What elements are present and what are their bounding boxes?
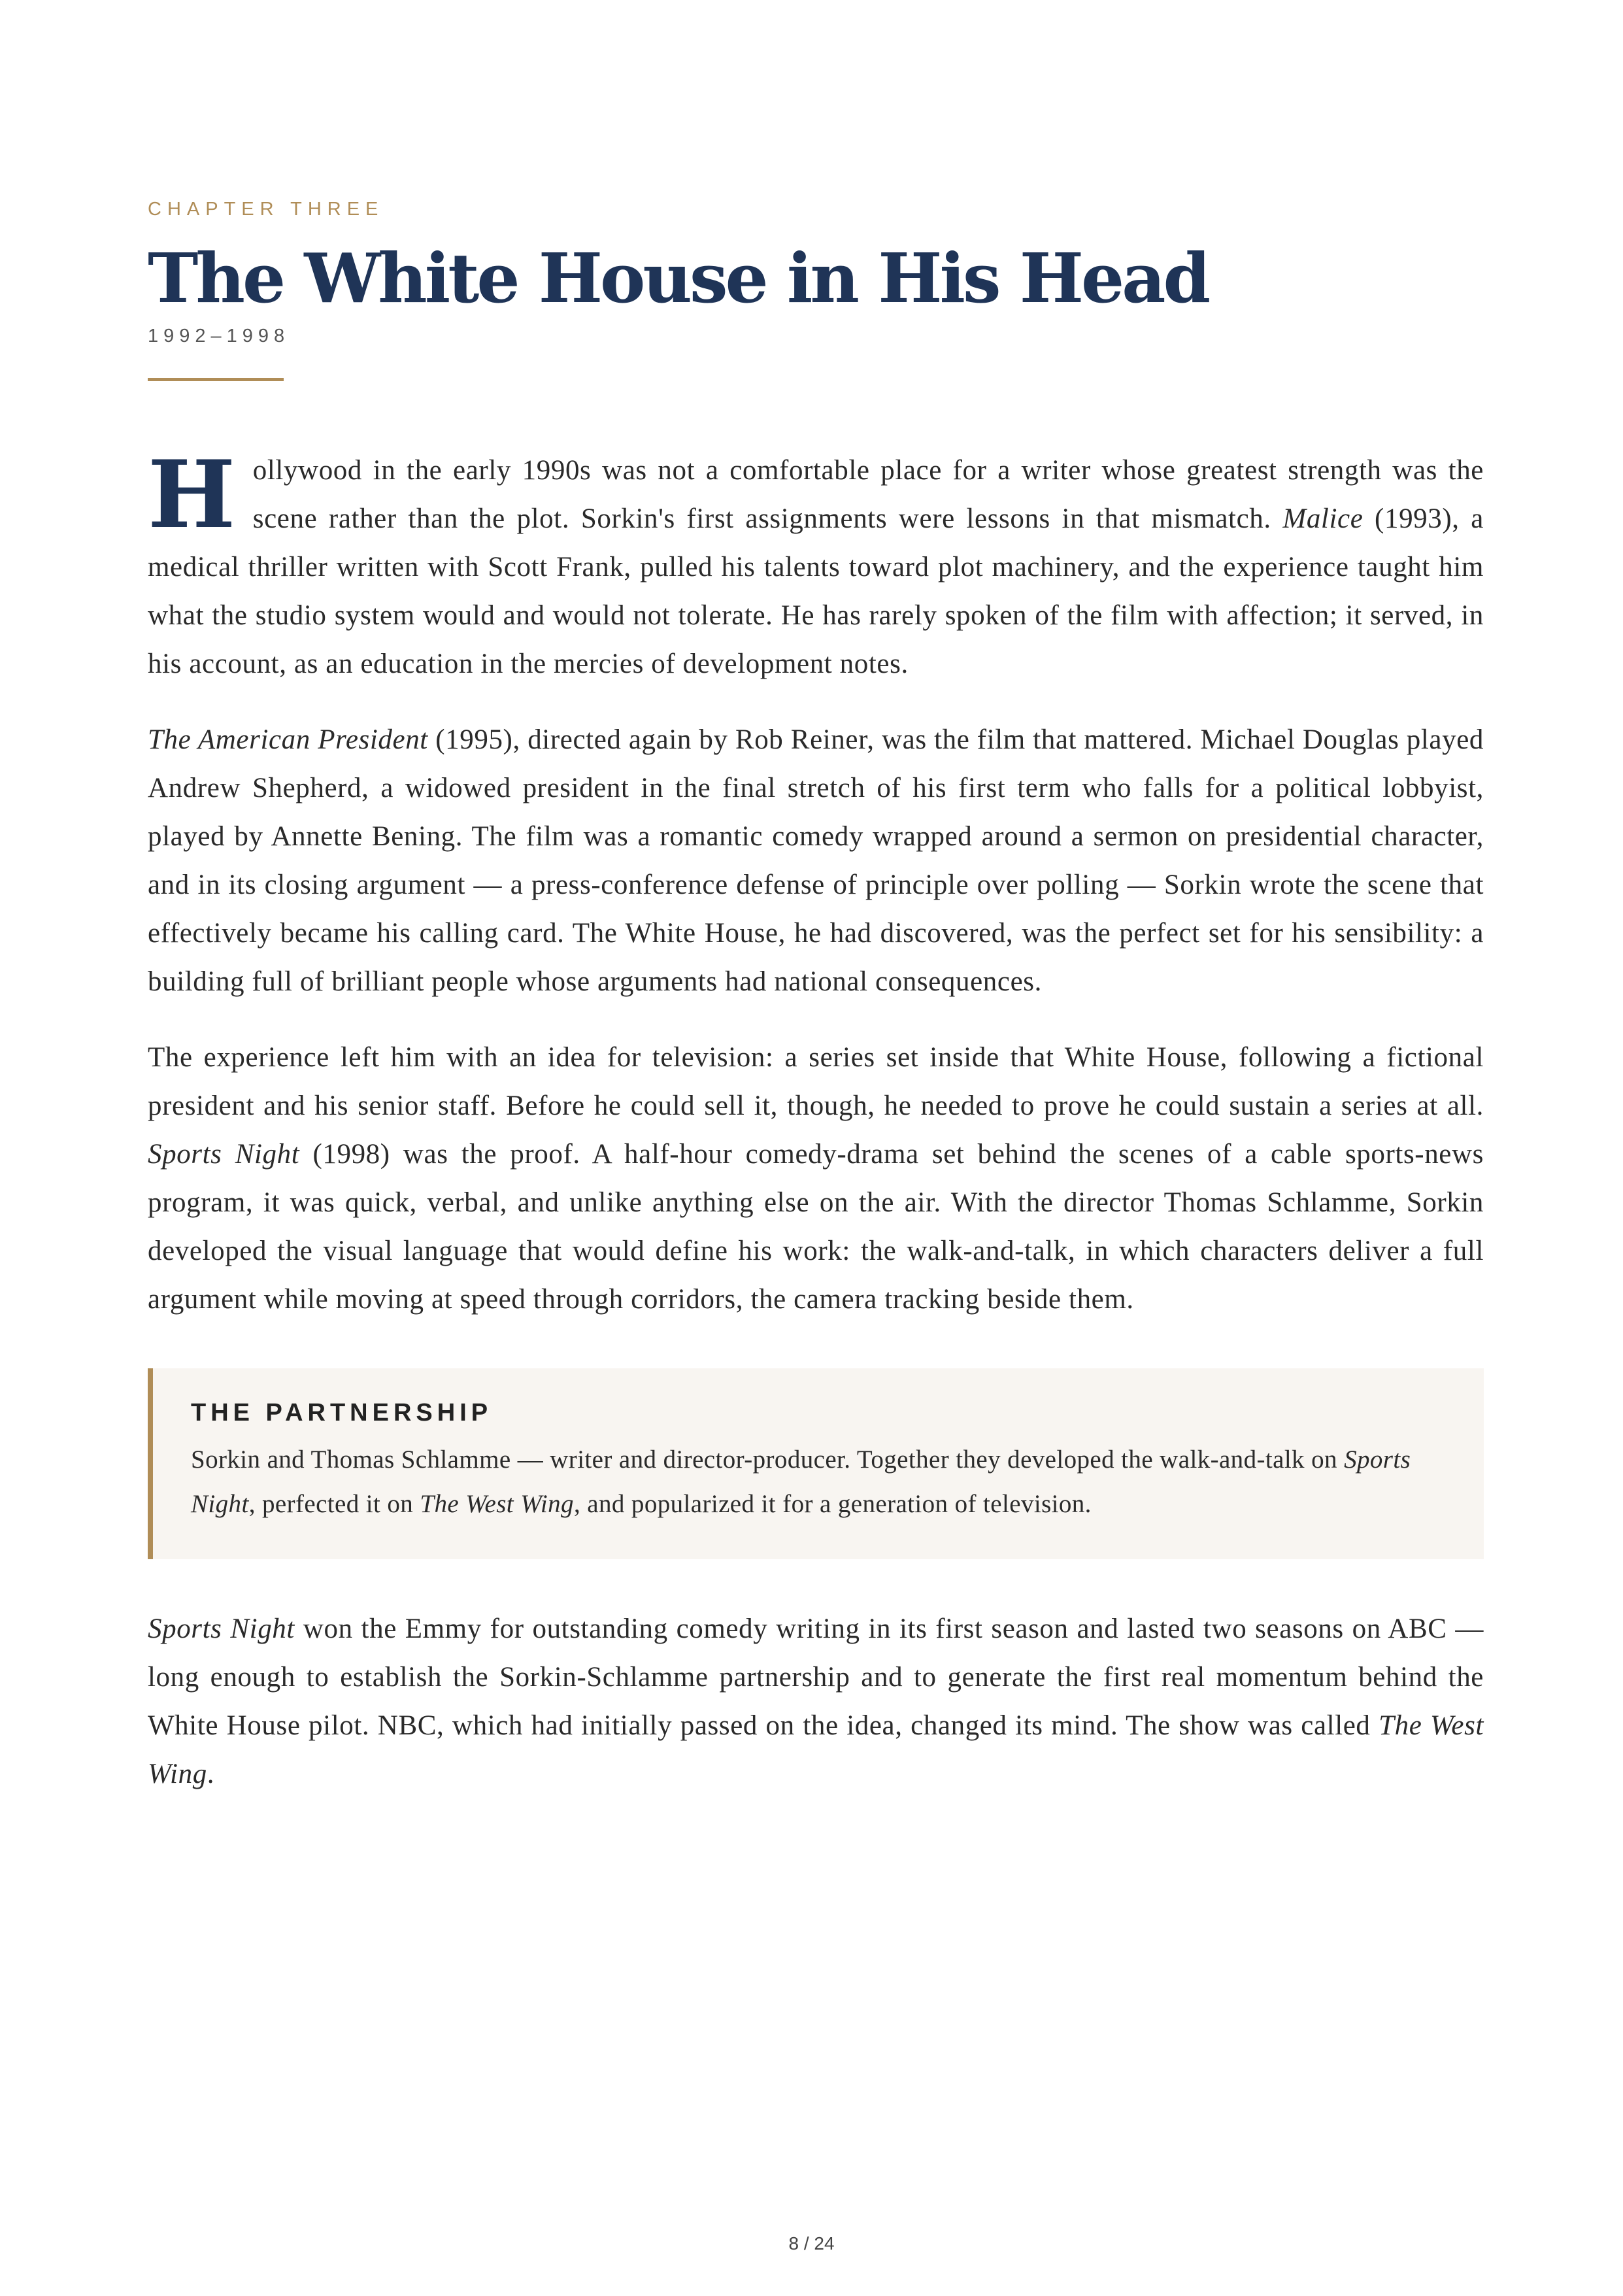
paragraph-3-text-b: (1998) was the proof. A half-hour comedy-drama set behind the scenes of a cable sports-news program, it was quick, verbal, and unlike anything else on the air. With the director Thomas Schlamme, Sorkin developed the visual language that would define his work: the walk-and-talk, in which characters deliver a full argument while moving at speed through corridors, the camera tracking beside them. <box>148 1139 1484 1315</box>
callout-title: THE PARTNERSHIP <box>191 1399 493 1427</box>
chapter-body <box>148 441 1484 1798</box>
film-title-american-president: The American President <box>148 724 428 755</box>
paragraph-1 <box>148 441 1484 688</box>
paragraph-1-text-a: ollywood in the early 1990s was not a comfortable place for a writer whose greatest strength was the scene rather than the plot. Sorkin's first assignments were lessons in that mismatch. <box>252 455 1484 534</box>
show-title-sports-night: Sports Night <box>148 1139 300 1170</box>
callout-text-c: , and popularized it for a generation of television. <box>573 1490 1092 1518</box>
chapter-years: 1992–1998 <box>148 326 290 346</box>
paragraph-3-text-a: The experience left him with an idea for television: a series set inside that White House, following a fictional president and his senior staff. Before he could sell it, though, he needed to prove he could sustain a series at all. <box>148 1042 1484 1121</box>
chapter-content <box>148 194 1484 1826</box>
film-title-malice: Malice <box>1282 503 1364 534</box>
show-title-west-wing: The West Wing <box>148 1710 1484 1789</box>
show-title-sports-night-2: Sports Night <box>148 1613 295 1644</box>
callout-text <box>191 1438 1443 1527</box>
paragraph-4-text-a: won the Emmy for outstanding comedy writing in its first season and lasted two seasons on ABC — long enough to establish the Sorkin-Schlamme partnership and to generate the first real momentum behind the White House pilot. NBC, which had initially passed on the idea, changed its mind. The show was called <box>148 1613 1484 1741</box>
drop-cap: H <box>148 441 236 549</box>
page-number: 8 / 24 <box>788 2233 835 2254</box>
callout-show-sports-night: Sports Night <box>191 1445 1411 1518</box>
callout-text-a: Sorkin and Thomas Schlamme — writer and director-producer. Together they developed the walk-and-talk on <box>191 1445 1345 1474</box>
callout-show-west-wing: The West Wing <box>420 1490 574 1518</box>
paragraph-4-text-b: . <box>207 1759 215 1789</box>
paragraph-2-text-a: (1995), directed again by Rob Reiner, was the film that mattered. Michael Douglas played Andrew Shepherd, a widowed president in the final stretch of his first term who falls for a political lobbyist, played by Annette Bening. The film was a romantic comedy wrapped around a sermon on presidential character, and in its closing argument — a press-conference defense of principle over polling — Sorkin wrote the scene that effectively became his calling card. The White House, he had discovered, was the perfect set for his sensibility: a building full of brilliant people whose arguments had national consequences. <box>148 724 1484 997</box>
partnership-callout <box>148 1368 1484 1559</box>
paragraph-2 <box>148 716 1484 1006</box>
callout-text-b: , perfected it on <box>248 1490 420 1518</box>
paragraph-3 <box>148 1034 1484 1324</box>
title-divider <box>148 378 284 381</box>
paragraph-4 <box>148 1605 1484 1798</box>
paragraph-1-text-b: (1993), a medical thriller written with Scott Frank, pulled his talents toward plot machinery, and the experience taught him what the studio system would and would not tolerate. He has rarely spoken of the film with affection; it served, in his account, as an education in the mercies of development notes. <box>148 503 1484 679</box>
chapter-eyebrow: CHAPTER THREE <box>148 199 384 220</box>
chapter-title: The White House in His Head <box>148 238 1209 318</box>
